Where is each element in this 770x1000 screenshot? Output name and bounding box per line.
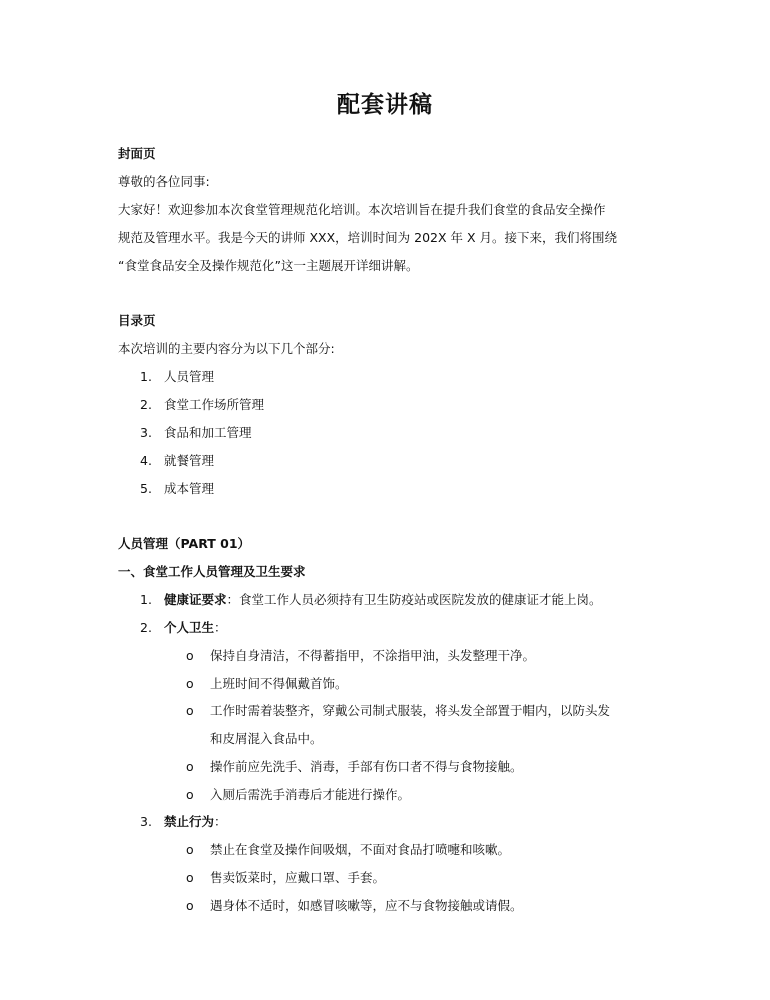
list-item: 遇身体不适时，如感冒咳嗽等，应不与食物接触或请假。 bbox=[210, 898, 523, 913]
item-suffix: ： bbox=[214, 814, 227, 829]
item-number: 2. bbox=[140, 620, 152, 635]
toc-item-number: 1. bbox=[140, 369, 152, 384]
part1-heading: 人员管理（PART 01） bbox=[118, 536, 251, 551]
toc-item: 食品和加工管理 bbox=[164, 425, 252, 440]
item-number: 3. bbox=[140, 814, 152, 829]
list-item: 禁止在食堂及操作间吸烟，不面对食品打喷嚏和咳嗽。 bbox=[210, 842, 511, 857]
document-title: 配套讲稿 bbox=[337, 92, 433, 118]
bullet-icon: o bbox=[186, 759, 194, 774]
list-item-continuation: 和皮屑混入食品中。 bbox=[210, 731, 323, 746]
bullet-icon: o bbox=[186, 787, 194, 802]
toc-item: 食堂工作场所管理 bbox=[164, 397, 265, 412]
toc-intro: 本次培训的主要内容分为以下几个部分: bbox=[118, 341, 335, 356]
item-number: 1. bbox=[140, 592, 152, 607]
item-label: 健康证要求 bbox=[164, 592, 227, 607]
item-suffix: ： bbox=[214, 620, 227, 635]
list-item: 工作时需着装整齐，穿戴公司制式服装，将头发全部置于帽内，以防头发 bbox=[210, 703, 611, 718]
item-text: ：食堂工作人员必须持有卫生防疫站或医院发放的健康证才能上岗。 bbox=[226, 592, 602, 607]
bullet-icon: o bbox=[186, 676, 194, 691]
cover-paragraph-line: 规范及管理水平。我是今天的讲师 XXX，培训时间为 202X 年 X 月。接下来，我们将围绕 bbox=[118, 230, 618, 245]
cover-paragraph-line: “食堂食品安全及操作规范化”这一主题展开详细讲解。 bbox=[118, 258, 419, 273]
list-item: 入厕后需洗手消毒后才能进行操作。 bbox=[210, 787, 411, 802]
cover-paragraph-line: 大家好！欢迎参加本次食堂管理规范化培训。本次培训旨在提升我们食堂的食品安全操作 bbox=[118, 202, 606, 217]
bullet-icon: o bbox=[186, 648, 194, 663]
cover-greeting: 尊敬的各位同事: bbox=[118, 174, 210, 189]
item-label: 禁止行为 bbox=[164, 814, 215, 829]
bullet-icon: o bbox=[186, 898, 194, 913]
cover-heading: 封面页 bbox=[118, 146, 156, 161]
toc-item-number: 4. bbox=[140, 453, 152, 468]
personal-hygiene-item bbox=[164, 620, 227, 636]
list-item: 售卖饭菜时，应戴口罩、手套。 bbox=[210, 870, 386, 885]
prohibited-behavior-item bbox=[164, 814, 227, 830]
list-item: 操作前应先洗手、消毒，手部有伤口者不得与食物接触。 bbox=[210, 759, 523, 774]
item-label: 个人卫生 bbox=[164, 620, 215, 635]
toc-item-number: 2. bbox=[140, 397, 152, 412]
bullet-icon: o bbox=[186, 842, 194, 857]
toc-item-number: 5. bbox=[140, 481, 152, 496]
toc-item: 就餐管理 bbox=[164, 453, 215, 468]
bullet-icon: o bbox=[186, 870, 194, 885]
list-item: 保持自身清洁，不得蓄指甲，不涂指甲油，头发整理干净。 bbox=[210, 648, 536, 663]
health-cert-item bbox=[164, 592, 602, 608]
toc-item: 人员管理 bbox=[164, 369, 215, 384]
bullet-icon: o bbox=[186, 703, 194, 718]
list-item: 上班时间不得佩戴首饰。 bbox=[210, 676, 348, 691]
toc-item-number: 3. bbox=[140, 425, 152, 440]
toc-item: 成本管理 bbox=[164, 481, 215, 496]
part1-subheading: 一、食堂工作人员管理及卫生要求 bbox=[118, 564, 306, 579]
toc-heading: 目录页 bbox=[118, 313, 156, 328]
